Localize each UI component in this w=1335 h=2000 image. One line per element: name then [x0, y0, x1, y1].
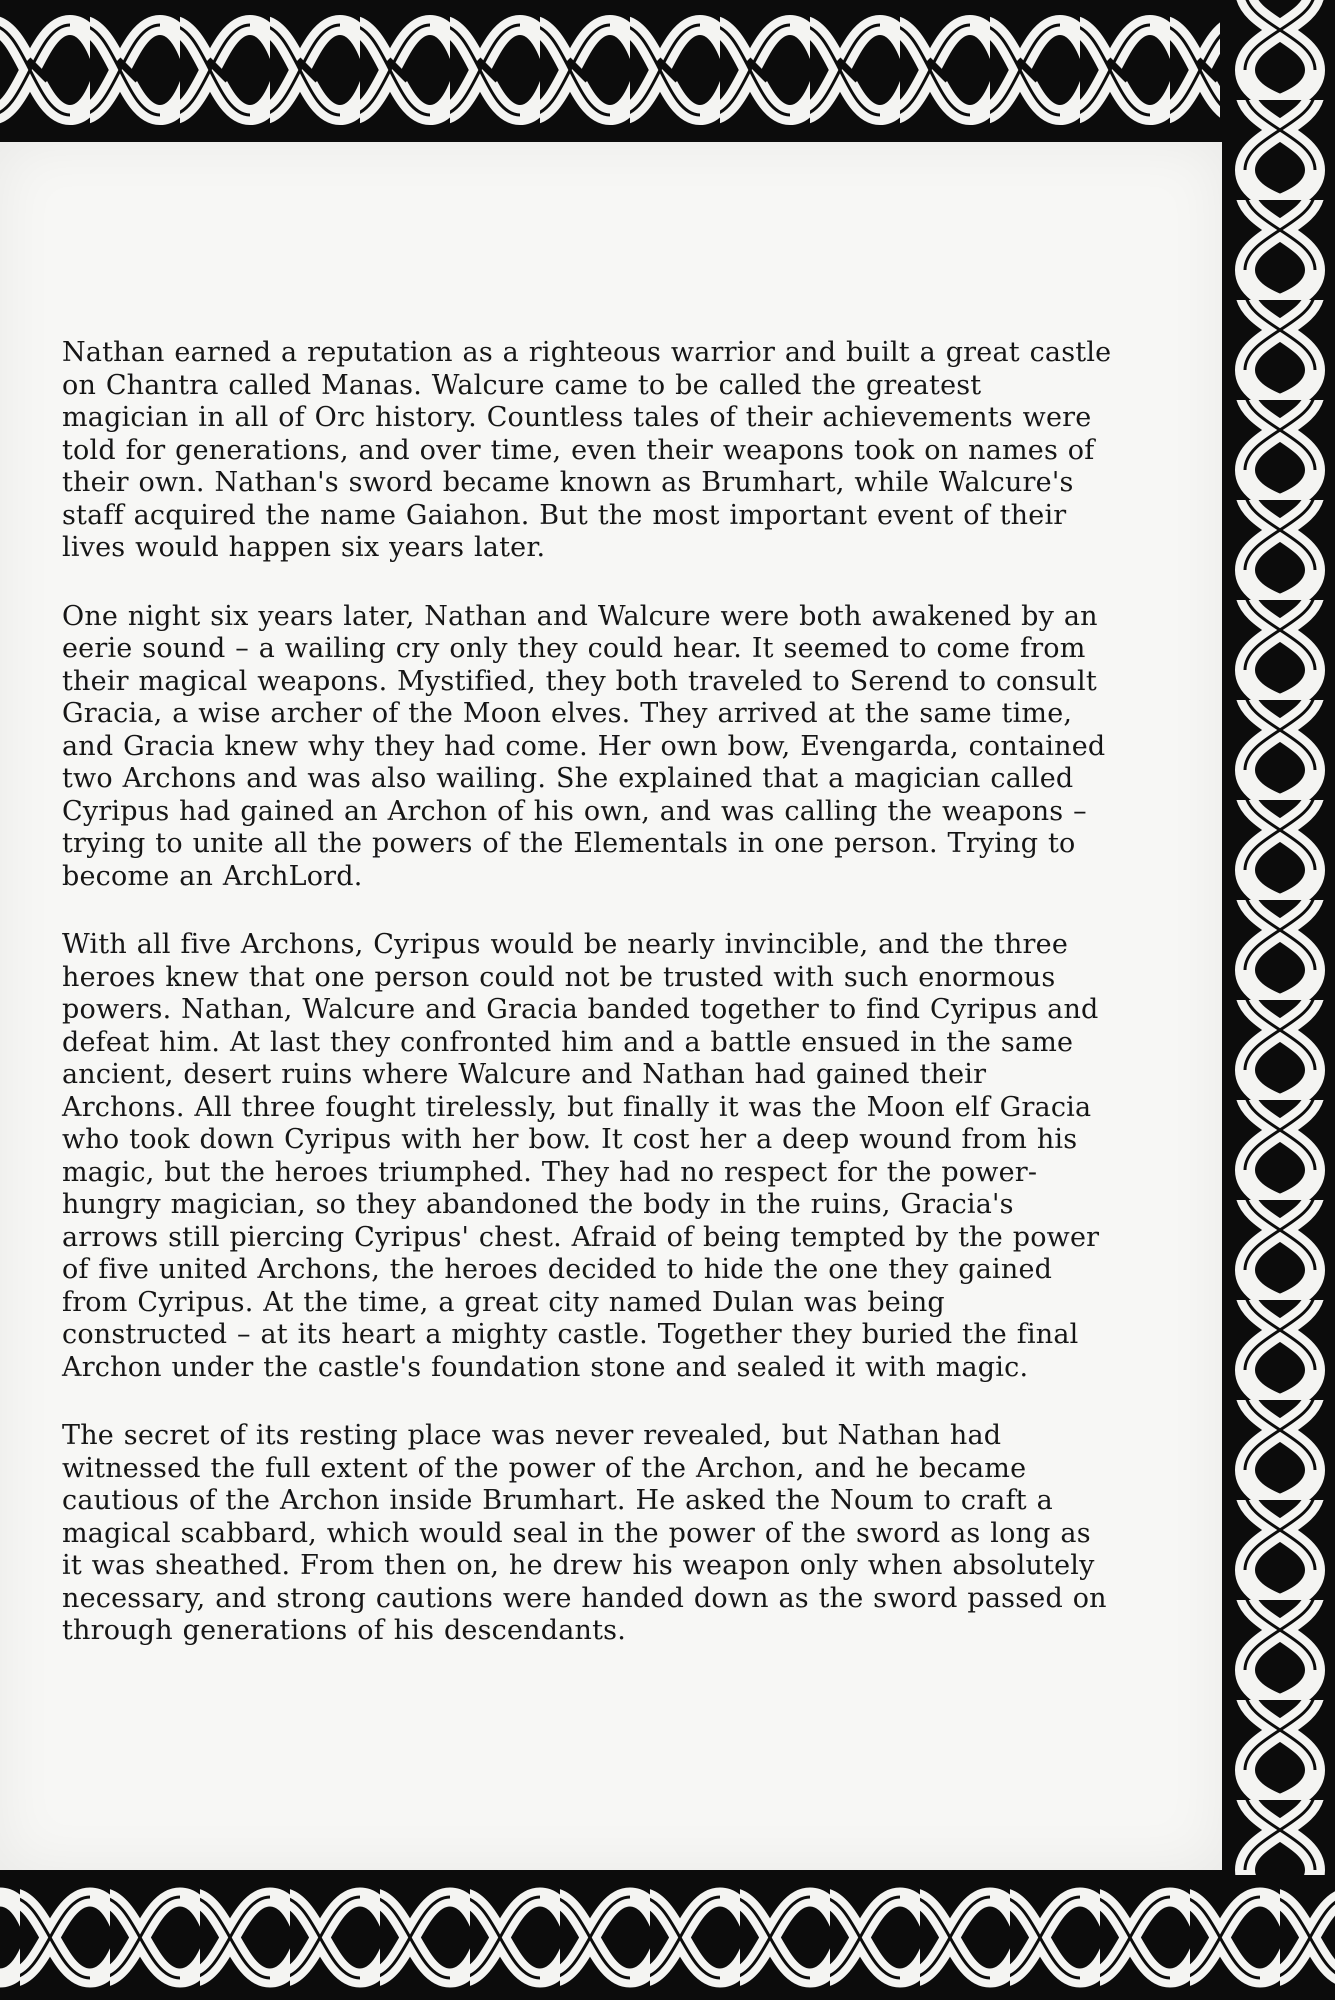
paragraph-1: Nathan earned a reputation as a righteous warrior and built a great castle on Chantra called Manas. Walcure came to be called the greatest magician in all of Orc history. Countless tales of their achievements were told for generations, and over time, even their weapons took on names of their own. Nathan's sword became known as Brumhart, while Walcure's staff acquired the name Gaiahon. But the most important event of their lives would happen six years later. [62, 337, 1112, 563]
manual-page [0, 142, 1222, 1870]
celtic-knot-border-top-icon [0, 0, 1335, 140]
paragraph-2: One night six years later, Nathan and Walcure were both awakened by an eerie sound – a wailing cry only they could hear. It seemed to come from their magical weapons. Mystified, they both traveled to Serend to consult Gracia, a wise archer of the Moon elves. They arrived at the same time, and Gracia knew why they had come. Her own bow, Evengarda, contained two Archons and was also wailing. She explained that a magician called Cyripus had gained an Archon of his own, and was calling the weapons – trying to unite all the powers of the Elementals in one person. Trying to become an ArchLord. [62, 600, 1106, 892]
celtic-knot-border-bottom-icon [0, 1875, 1335, 2000]
celtic-knot-border-right-icon [1220, 0, 1335, 2000]
story-text-block [62, 337, 1112, 1684]
paragraph-3: With all five Archons, Cyripus would be nearly invincible, and the three heroes knew that one person could not be trusted with such enormous powers. Nathan, Walcure and Gracia banded together to find Cyripus and defeat him. At last they confronted him and a battle ensued in the same ancient, desert ruins where Walcure and Nathan had gained their Archons. All three fought tirelessly, but finally it was the Moon elf Gracia who took down Cyripus with her bow. It cost her a deep wound from his magic, but the heroes triumphed. They had no respect for the power-hungry magician, so they abandoned the body in the ruins, Gracia's arrows still piercing Cyripus' chest. Afraid of being tempted by the power of five united Archons, the heroes decided to hide the one they gained from Cyripus. At the time, a great city named Dulan was being constructed – at its heart a mighty castle. Together they buried the final Archon under the castle's foundation stone and sealed it with magic. [62, 929, 1100, 1383]
paragraph-4: The secret of its resting place was never revealed, but Nathan had witnessed the full extent of the power of the Archon, and he became cautious of the Archon inside Brumhart. He asked the Noum to craft a magical scabbard, which would seal in the power of the sword as long as it was sheathed. From then on, he drew his weapon only when absolutely necessary, and strong cautions were handed down as the sword passed on through generations of his descendants. [62, 1420, 1107, 1646]
